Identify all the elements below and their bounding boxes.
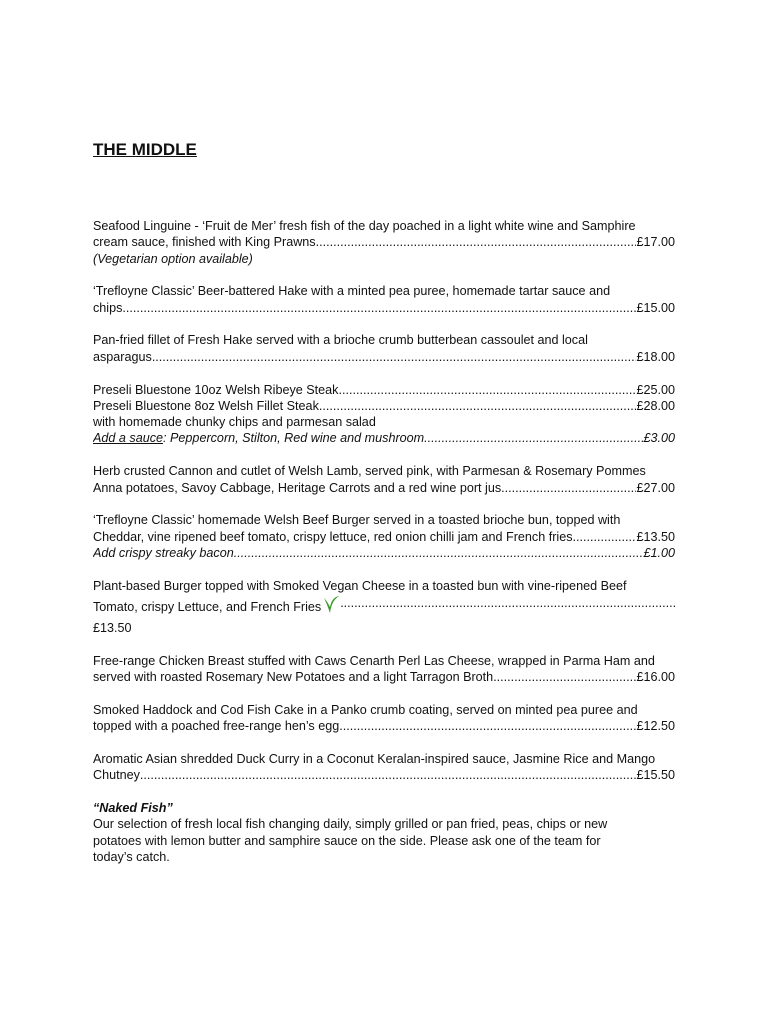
item-description: Free-range Chicken Breast stuffed with Caws Cenarth Perl Las Cheese, wrapped in Parma Ham and <box>93 653 655 668</box>
menu-item-welsh-lamb <box>93 463 675 496</box>
item-description-cont: Chutney <box>93 768 140 783</box>
menu-list <box>93 218 675 865</box>
dot-leader <box>316 234 637 250</box>
menu-item-chicken-breast <box>93 653 675 686</box>
menu-item-duck-curry <box>93 751 675 784</box>
menu-page <box>93 140 675 882</box>
item-description-cont: Anna potatoes, Savoy Cabbage, Heritage Carrots and a red wine port jus <box>93 480 502 495</box>
sauce-options: : Peppercorn, Stilton, Red wine and mushroom <box>163 431 425 446</box>
item-price: £17.00 <box>636 235 675 250</box>
item-description: Seafood Linguine - ‘Fruit de Mer’ fresh fish of the day poached in a light white wine and Samphire <box>93 219 636 233</box>
menu-item-seafood-linguine <box>93 218 675 267</box>
item-description-cont: chips <box>93 300 123 315</box>
item-description-cont: Tomato, crispy Lettuce, and French Fries <box>93 600 322 615</box>
item-price: £13.50 <box>93 621 132 636</box>
menu-item-plant-burger <box>93 578 675 637</box>
dot-leader <box>122 300 636 316</box>
menu-item-beef-burger <box>93 512 675 561</box>
dot-leader <box>493 669 636 685</box>
dot-leader <box>424 430 643 446</box>
page-title: THE MIDDLE <box>93 140 197 159</box>
item-description-cont: asparagus <box>93 349 152 364</box>
dot-leader <box>339 718 636 734</box>
item-description: Herb crusted Cannon and cutlet of Welsh Lamb, served pink, with Parmesan & Rosemary Pommes <box>93 464 646 479</box>
extra-option: Add crispy streaky bacon <box>93 545 234 560</box>
item-price: £27.00 <box>636 480 675 495</box>
naked-fish-heading: “Naked Fish” <box>93 801 173 816</box>
item-description: ‘Trefloyne Classic’ Beer-battered Hake with a minted pea puree, homemade tartar sauce and <box>93 284 611 299</box>
sauce-label: Add a sauce <box>93 431 164 446</box>
item-description: ‘Trefloyne Classic’ homemade Welsh Beef Burger served in a toasted brioche bun, topped with <box>93 513 621 528</box>
item-price: £18.00 <box>636 349 675 364</box>
dot-leader <box>234 545 644 561</box>
item-description-cont: cream sauce, finished with King Prawns <box>93 235 316 250</box>
item-note: (Vegetarian option available) <box>93 251 253 266</box>
dot-leader <box>338 382 636 398</box>
item-price: £15.00 <box>636 300 675 315</box>
naked-fish-section <box>93 800 675 865</box>
dot-leader <box>501 480 636 496</box>
steak-ribeye: Preseli Bluestone 10oz Welsh Ribeye Steak <box>93 382 339 397</box>
item-description: Pan-fried fillet of Fresh Hake served with a brioche crumb butterbean cassoulet and local <box>93 333 588 348</box>
item-price: £28.00 <box>636 398 675 413</box>
item-price: £15.50 <box>636 768 675 783</box>
dot-leader <box>152 349 637 365</box>
item-price: £25.00 <box>636 382 675 397</box>
item-price: £13.50 <box>636 529 675 544</box>
extra-price: £1.00 <box>643 545 675 560</box>
steak-fillet: Preseli Bluestone 8oz Welsh Fillet Steak <box>93 398 319 413</box>
naked-fish-text: Our selection of fresh local fish changing daily, simply grilled or pan fried, peas, chips or new potatoes with lemon butter and samphire sauce on the side. Please ask one of the team for today’s catch. <box>93 817 608 865</box>
menu-item-beer-battered-hake <box>93 283 675 316</box>
sauce-price: £3.00 <box>643 431 675 446</box>
item-description-cont: Cheddar, vine ripened beef tomato, crispy lettuce, red onion chilli jam and French fries <box>93 529 573 544</box>
item-description-cont: topped with a poached free-range hen’s egg <box>93 719 340 734</box>
dot-leader <box>573 529 637 545</box>
item-description: Aromatic Asian shredded Duck Curry in a Coconut Keralan-inspired sauce, Jasmine Rice and Mango <box>93 752 656 767</box>
item-description: Plant-based Burger topped with Smoked Vegan Cheese in a toasted bun with vine-ripened Beef <box>93 578 627 593</box>
steak-description: with homemade chunky chips and parmesan salad <box>93 415 376 430</box>
item-price: £12.50 <box>636 719 675 734</box>
dot-leader <box>340 594 675 620</box>
dot-leader <box>319 398 637 414</box>
vegan-leaf-icon <box>322 594 340 620</box>
dot-leader <box>140 767 637 783</box>
menu-item-fresh-hake <box>93 332 675 365</box>
item-description-cont: served with roasted Rosemary New Potatoes and a light Tarragon Broth <box>93 670 494 685</box>
item-description: Smoked Haddock and Cod Fish Cake in a Panko crumb coating, served on minted pea puree and <box>93 702 638 717</box>
item-price: £16.00 <box>636 670 675 685</box>
menu-item-fish-cake <box>93 702 675 735</box>
menu-item-steaks <box>93 382 675 447</box>
